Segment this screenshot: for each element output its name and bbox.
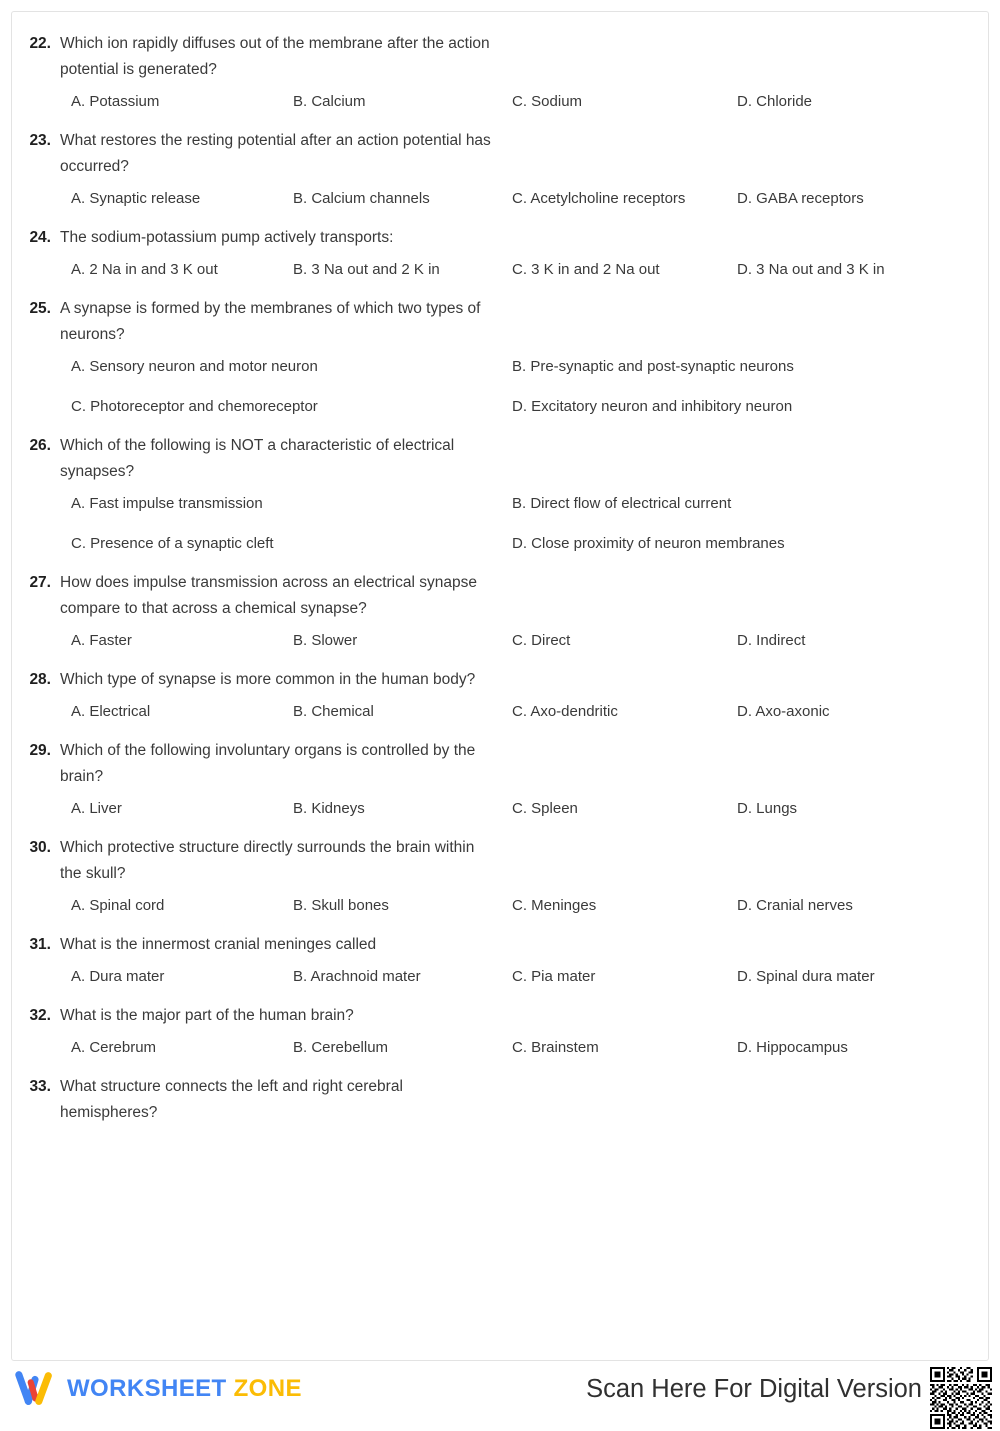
question-text: What is the major part of the human brain? bbox=[60, 1007, 354, 1024]
answer-option[interactable]: B. 3 Na out and 2 K in bbox=[293, 261, 440, 278]
question-block bbox=[12, 667, 989, 724]
question-block bbox=[12, 433, 989, 556]
answer-option[interactable]: A. Fast impulse transmission bbox=[71, 495, 263, 512]
question-header bbox=[25, 296, 989, 348]
question-header bbox=[25, 433, 989, 485]
question-number: 22. bbox=[29, 35, 51, 52]
question-block bbox=[12, 1003, 989, 1060]
answer-option[interactable]: B. Pre-synaptic and post-synaptic neurons bbox=[512, 358, 794, 375]
brand-zone-text: ZONE bbox=[233, 1375, 302, 1402]
answer-option[interactable]: B. Calcium channels bbox=[293, 190, 430, 207]
question-number: 31. bbox=[29, 936, 51, 953]
answer-option[interactable]: D. GABA receptors bbox=[737, 190, 864, 207]
answer-option[interactable]: B. Calcium bbox=[293, 93, 366, 110]
question-header bbox=[25, 667, 989, 693]
answer-options bbox=[25, 699, 989, 724]
answer-option[interactable]: C. Acetylcholine receptors bbox=[512, 190, 686, 207]
question-text: A synapse is formed by the membranes of which two types of neurons? bbox=[60, 300, 481, 343]
answer-option[interactable]: A. Sensory neuron and motor neuron bbox=[71, 358, 318, 375]
answer-option[interactable]: A. 2 Na in and 3 K out bbox=[71, 261, 218, 278]
question-number: 27. bbox=[29, 574, 51, 591]
question-header bbox=[25, 738, 989, 790]
qr-code[interactable] bbox=[928, 1365, 994, 1431]
w-logo-icon bbox=[14, 1370, 56, 1408]
answer-option[interactable]: A. Faster bbox=[71, 632, 132, 649]
answer-option[interactable]: D. Cranial nerves bbox=[737, 897, 853, 914]
answer-options bbox=[25, 354, 989, 419]
answer-option[interactable]: C. Meninges bbox=[512, 897, 597, 914]
answer-option[interactable]: D. Lungs bbox=[737, 800, 798, 817]
question-text: What is the innermost cranial meninges called bbox=[60, 936, 377, 953]
answer-option[interactable]: A. Synaptic release bbox=[71, 190, 201, 207]
answer-options bbox=[25, 186, 989, 211]
answer-option[interactable]: D. Indirect bbox=[737, 632, 806, 649]
answer-option[interactable]: A. Spinal cord bbox=[71, 897, 165, 914]
answer-options bbox=[25, 964, 989, 989]
answer-option[interactable]: B. Kidneys bbox=[293, 800, 365, 817]
question-header bbox=[25, 1074, 989, 1126]
answer-option[interactable]: B. Arachnoid mater bbox=[293, 968, 421, 985]
answer-option[interactable]: A. Potassium bbox=[71, 93, 160, 110]
answer-option[interactable]: A. Cerebrum bbox=[71, 1039, 157, 1056]
question-number: 23. bbox=[29, 132, 51, 149]
answer-option[interactable]: D. Axo-axonic bbox=[737, 703, 830, 720]
answer-options bbox=[25, 257, 989, 282]
answer-options bbox=[25, 628, 989, 653]
question-text: Which type of synapse is more common in the human body? bbox=[60, 671, 476, 688]
answer-option[interactable]: C. Brainstem bbox=[512, 1039, 599, 1056]
answer-option[interactable]: D. 3 Na out and 3 K in bbox=[737, 261, 885, 278]
answer-option[interactable]: C. Sodium bbox=[512, 93, 583, 110]
question-header bbox=[25, 31, 989, 83]
question-block bbox=[12, 835, 989, 918]
scan-here-label: Scan Here For Digital Version bbox=[586, 1375, 922, 1403]
answer-option[interactable]: D. Excitatory neuron and inhibitory neuron bbox=[512, 398, 793, 415]
question-number: 32. bbox=[29, 1007, 51, 1024]
question-header bbox=[25, 1003, 989, 1029]
brand-worksheet-text: WORKSHEET bbox=[67, 1375, 227, 1402]
brand-wordmark bbox=[67, 1377, 302, 1401]
page-footer bbox=[0, 1362, 1000, 1414]
question-number: 28. bbox=[29, 671, 51, 688]
question-block bbox=[12, 1074, 989, 1138]
question-spacer bbox=[25, 1128, 989, 1138]
answer-option[interactable]: D. Hippocampus bbox=[737, 1039, 848, 1056]
question-number: 25. bbox=[29, 300, 51, 317]
question-header bbox=[25, 570, 989, 622]
question-header bbox=[25, 128, 989, 180]
question-header bbox=[25, 835, 989, 887]
question-text: Which protective structure directly surrounds the brain within the skull? bbox=[60, 839, 475, 882]
answer-options bbox=[25, 1035, 989, 1060]
question-header bbox=[25, 225, 989, 251]
question-block bbox=[12, 225, 989, 282]
answer-option[interactable]: C. Spleen bbox=[512, 800, 578, 817]
question-number: 33. bbox=[29, 1078, 51, 1095]
answer-option[interactable]: D. Close proximity of neuron membranes bbox=[512, 535, 785, 552]
answer-option[interactable]: A. Dura mater bbox=[71, 968, 165, 985]
question-text: What structure connects the left and right cerebral hemispheres? bbox=[60, 1078, 403, 1121]
answer-option[interactable]: C. Axo-dendritic bbox=[512, 703, 618, 720]
question-number: 26. bbox=[29, 437, 51, 454]
answer-option[interactable]: B. Chemical bbox=[293, 703, 374, 720]
answer-option[interactable]: B. Cerebellum bbox=[293, 1039, 389, 1056]
answer-option[interactable]: B. Skull bones bbox=[293, 897, 389, 914]
question-text: Which of the following is NOT a characteristic of electrical synapses? bbox=[60, 437, 455, 480]
question-number: 24. bbox=[29, 229, 51, 246]
worksheet-card bbox=[11, 11, 989, 1361]
question-block bbox=[12, 738, 989, 821]
answer-option[interactable]: C. Photoreceptor and chemoreceptor bbox=[71, 398, 318, 415]
question-text: What restores the resting potential after an action potential has occurred? bbox=[60, 132, 491, 175]
question-text: Which of the following involuntary organs is controlled by the brain? bbox=[60, 742, 476, 785]
answer-option[interactable]: B. Slower bbox=[293, 632, 358, 649]
answer-options bbox=[25, 796, 989, 821]
answer-option[interactable]: A. Electrical bbox=[71, 703, 151, 720]
question-block bbox=[12, 932, 989, 989]
qr-code-icon bbox=[930, 1367, 992, 1429]
question-number: 30. bbox=[29, 839, 51, 856]
answer-option[interactable]: C. Presence of a synaptic cleft bbox=[71, 535, 274, 552]
answer-options bbox=[25, 89, 989, 114]
answer-option[interactable]: D. Spinal dura mater bbox=[737, 968, 875, 985]
question-number: 29. bbox=[29, 742, 51, 759]
worksheet-zone-logo[interactable] bbox=[14, 1368, 302, 1410]
question-block bbox=[12, 31, 989, 114]
question-text: Which ion rapidly diffuses out of the membrane after the action potential is generated? bbox=[60, 35, 490, 78]
answer-option[interactable]: D. Chloride bbox=[737, 93, 813, 110]
answer-options bbox=[25, 491, 989, 556]
answer-option[interactable]: A. Liver bbox=[71, 800, 122, 817]
question-block bbox=[12, 570, 989, 653]
question-block bbox=[12, 296, 989, 419]
question-text: How does impulse transmission across an electrical synapse compare to that across a chemical synapse? bbox=[60, 574, 477, 617]
answer-option[interactable]: C. Pia mater bbox=[512, 968, 596, 985]
answer-option[interactable]: C. Direct bbox=[512, 632, 571, 649]
answer-option[interactable]: B. Direct flow of electrical current bbox=[512, 495, 732, 512]
answer-options bbox=[25, 893, 989, 918]
answer-option[interactable]: C. 3 K in and 2 Na out bbox=[512, 261, 660, 278]
question-header bbox=[25, 932, 989, 958]
question-text: The sodium-potassium pump actively transports: bbox=[60, 229, 394, 246]
question-list bbox=[12, 12, 989, 1140]
question-block bbox=[12, 128, 989, 211]
